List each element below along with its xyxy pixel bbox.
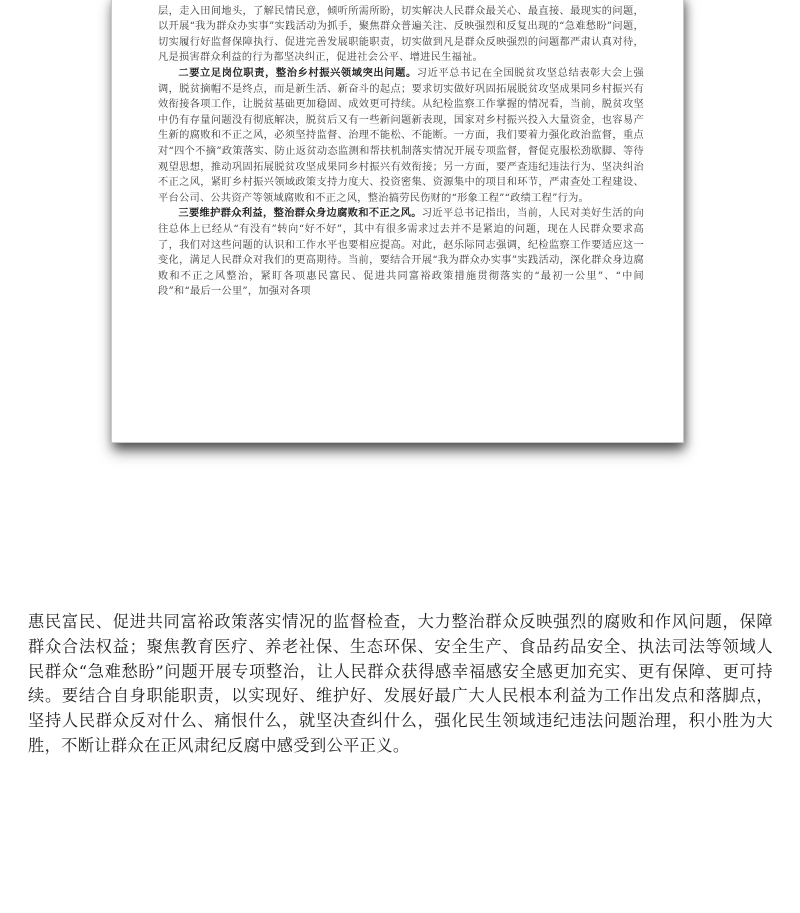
document-page-preview (112, 0, 683, 442)
paragraph-lead: 二要立足岗位职责，整治乡村振兴领域突出问题。 (178, 66, 417, 79)
continuation-paragraph: 惠民富民、促进共同富裕政策落实情况的监督检查，大力整治群众反映强烈的腐败和作风问题，保障群众合法权益；聚焦教育医疗、养老社保、生态环保、安全生产、食品药品安全、执法司法等领域人民群众“急难愁盼”问题开展专项整治，让人民群众获得感幸福感安全感更加充实、更有保障、更可持续。要结合自身职能职责，以实现好、维护好、发展好最广大人民根本利益为工作出发点和落脚点，坚持人民群众反对什么、痛恨什么，就坚决查纠什么，强化民生领域违纪违法问题治理，积小胜为大胜，不断让群众在正风肃纪反腐中感受到公平正义。 (28, 612, 773, 755)
continuation-text (28, 610, 773, 759)
document-paragraph-3 (158, 206, 644, 300)
paragraph-body: 习近平总书记指出，当前，人民对美好生活的向往总体上已经从“有没有”转向“好不好”，其中有很多需求过去并不是紧迫的问题，现在人民群众要求高了，我们对这些问题的认识和工作水平也要相应提高。对此，赵乐际同志强调，纪检监察工作要适应这一变化，满足人民群众对我们的更高期待。当前，要结合开展“我为群众办实事”实践活动，深化群众身边腐败和不正之风整治，紧盯各项惠民富民、促进共同富裕政策措施贯彻落实的“最初一公里”、“中间段”和“最后一公里”，加强对各项 (158, 208, 644, 298)
document-paragraph-1 (158, 0, 644, 66)
paragraph-body: 层，走入田间地头，了解民情民意，倾听所需所盼，切实解决人民群众最关心、最直接、最现实的问题，以开展“我为群众办实事”实践活动为抓手，聚焦群众普遍关注、反映强烈和反复出现的“急难愁盼”问题，切实履行好监督保障执行、促进完善发展职能职责，切实做到凡是群众反映强烈的问题都严肃认真对待，凡是损害群众利益的行为都坚决纠正，促进社会公平、增进民生福祉。 (158, 5, 644, 64)
paragraph-body: 习近平总书记在全国脱贫攻坚总结表彰大会上强调，脱贫摘帽不是终点，而是新生活、新奋斗的起点；要求切实做好巩固拓展脱贫攻坚成果同乡村振兴有效衔接各项工作，让脱贫基础更加稳固、成效更可持续。从纪检监察工作掌握的情况看，当前，脱贫攻坚中仍有存量问题没有彻底解决，脱贫后又有一些新问题新表现，国家对乡村振兴投入大量资金，也容易产生新的腐败和不正之风，必须坚持监督、治理不能松、不能断。一方面，我们要着力强化政治监督，重点对“四个不摘”政策落实、防止返贫动态监测和帮扶机制落实情况开展专项监督，督促克服松劲歇脚、等待观望思想，推动巩固拓展脱贫攻坚成果同乡村振兴有效衔接；另一方面，要严查违纪违法行为、坚决纠治不正之风，紧盯乡村振兴领域政策支持力度大、投资密集、资源集中的项目和环节，严肃查处工程建设、平台公司、公共资产等领域腐败和不正之风，整治搞劳民伤财的“形象工程”“政绩工程”行为。 (158, 67, 644, 204)
document-paragraph-2 (158, 66, 644, 206)
paragraph-lead: 三要维护群众利益，整治群众身边腐败和不正之风。 (178, 207, 422, 220)
document-page-text (158, 0, 644, 300)
